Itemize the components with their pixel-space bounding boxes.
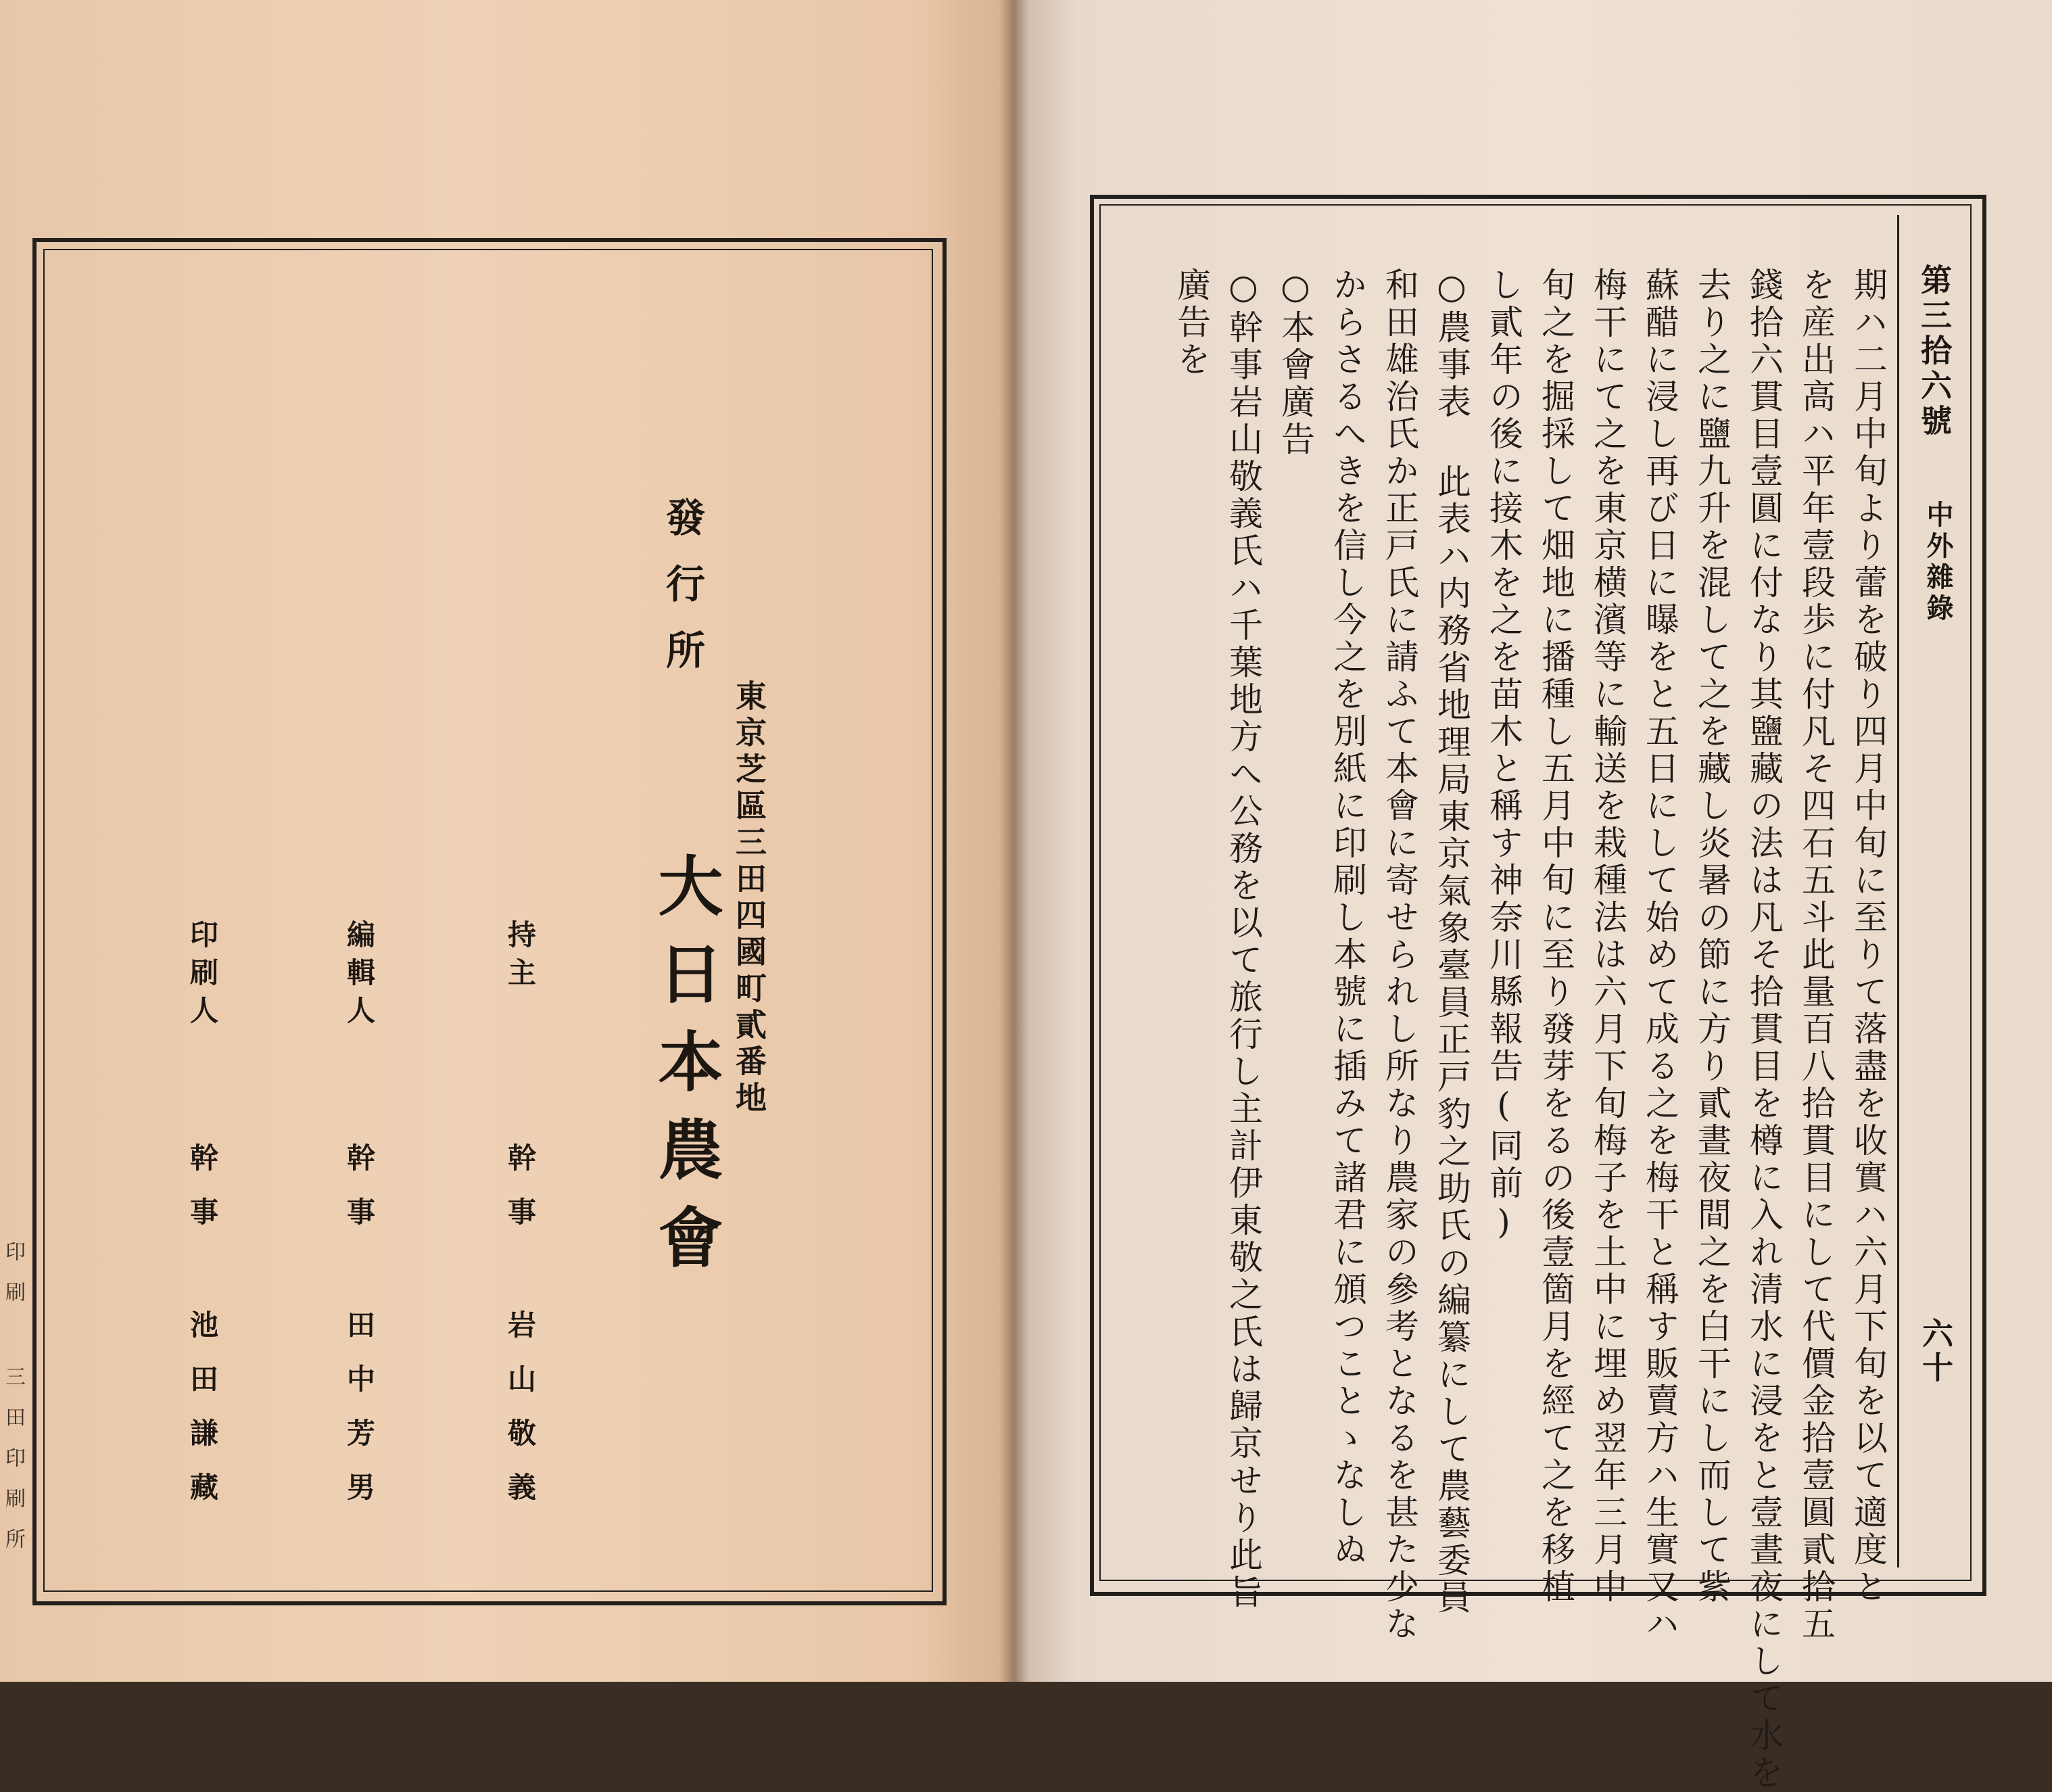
text-column: 錢拾六貫目壹圓に付なり其鹽藏の法は凡そ拾貫目を樽に入れ清水に浸をと壹晝夜にして水を — [1744, 267, 1784, 1792]
staff-role: 印刷人 — [186, 920, 219, 1033]
text-column: ○本會廣告 — [1276, 267, 1315, 458]
book-gutter — [999, 0, 1029, 1682]
text-column: 蘇醋に浸し再び日に曝をと五日にして始めて成る之を梅干と稱す販賣方ハ生實又ハ — [1640, 267, 1679, 1643]
society-name: 大日本農會 — [648, 852, 724, 1292]
text-column: し貳年の後に接木を之を苗木と稱す神奈川縣報告(同前) — [1484, 267, 1523, 1245]
publisher-heading: 發行所 — [659, 497, 705, 696]
publisher-address: 東京芝區三田四國町貳番地 — [731, 680, 767, 1118]
text-column: 梅干にて之を東京横濱等に輸送を栽種法は六月下旬梅子を土中に埋め翌年三月中 — [1588, 267, 1627, 1606]
text-column: からさるへきを信し今之を別紙に印刷し本號に插みて諸君に頒つことゝなしぬ — [1328, 267, 1367, 1569]
staff-name: 幹事 田中芳男 — [343, 1143, 376, 1526]
colophon-frame-inner — [43, 249, 933, 1592]
text-column: 期ハ二月中旬より蕾を破り四月中旬に至りて落盡を收實ハ六月下旬を以て適度と — [1848, 267, 1888, 1606]
text-column: 和田雄治氏か正戸氏に請ふて本會に寄せられし所なり農家の參考となるを甚た少な — [1380, 267, 1419, 1643]
staff-role: 編輯人 — [343, 920, 376, 1033]
text-column: 旬之を掘採して畑地に播種し五月中旬に至り發芽をるの後壹箇月を經て之を移植 — [1536, 267, 1575, 1606]
printer-imprint: 印刷 三田印刷所 — [1, 1241, 25, 1569]
page-number: 六十 — [1917, 1317, 1954, 1385]
text-column: ○幹事岩山敬義氏ハ千葉地方へ公務を以て旅行し主計伊東敬之氏は歸京せり此旨 — [1224, 267, 1263, 1611]
text-column: 廣告を — [1172, 267, 1211, 379]
text-column: ○農事表 此表ハ内務省地理局東京氣象臺員正戸豹之助氏の編纂にして農藝委員 — [1432, 267, 1471, 1617]
header-rule — [1897, 215, 1899, 1567]
staff-role: 持主 — [504, 920, 537, 995]
staff-name: 幹事 岩山敬義 — [504, 1143, 537, 1526]
issue-number: 第三拾六號 — [1916, 264, 1953, 440]
section-title: 中外雜錄 — [1922, 500, 1954, 625]
text-column: を産出高ハ平年壹段歩に付凡そ四石五斗此量百八拾貫目にして代價金拾壹圓貳拾五 — [1796, 267, 1836, 1643]
staff-name: 幹事 池田謙藏 — [186, 1143, 219, 1526]
text-column: 去り之に鹽九升を混して之を藏し炎暑の節に方り貳晝夜間之を白干にし而して紫 — [1692, 267, 1732, 1606]
